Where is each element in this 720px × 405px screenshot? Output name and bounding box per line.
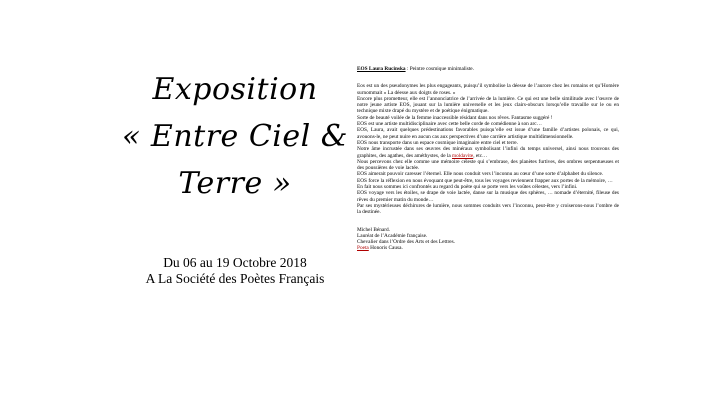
signature-line: Michel Bénard. [357,226,390,233]
paragraph: Encore plus prometteur, elle est l’annonciatrice de l’arrivée de la lumière. Ce qui est une belle similitude avec l’œuvre de notre jeune artiste EOS, jouant sur la lumière universelle et les jeux clairs-obscurs lorsqu’elle travaille sur le ou en technique mixte drapé du mystère et de poétique énigmatique. [357,95,619,115]
paragraph: EOS, Laura, avait quelques prédestinations favorables puisqu’elle est issue d’une famille d’artistes polonais, ce qui, avouons-le, ne peut nuire en aucun cas aux perspectives d’une carrière artistique multidimensionnelle. [357,127,619,140]
exhibition-info [100,255,370,287]
paragraph-text: Notre âme incrustée dans ses œuvres des minéraux symbolisant l’infini du temps universel, ainsi nous trouvons des graphites, des agathes, des améthystes, de la [357,146,619,159]
paragraph: EOS est une artiste multidisciplinaire avec cette belle corde de comédienne à son arc… [357,121,542,128]
artist-description [357,66,619,252]
signature-line: Chevalier dans l’Ordre des Arts et des Lettres. [357,239,455,246]
artist-heading-rest: : Peintre cosmique minimaliste. [405,66,474,72]
title-line: Exposition [152,72,318,107]
signature-text: Honoris Causa. [368,245,403,252]
poeta-link[interactable]: Poeta [357,245,369,252]
paragraph: Nous percevons chez elle comme une mémoire céleste qui s’embrase, des planètes furtives, des ombres serpentueuses et des poussières de voie lactée. [357,158,619,172]
exhibition-title [100,66,370,207]
paragraph: En fait nous sommes ici confrontés au regard du poète qui se porte vers les voûtes célestes, vers l’infini. [357,184,578,191]
exhibition-venue: A La Société des Poètes Français [145,271,325,286]
title-line: Terre » [178,166,292,201]
paragraph: EOS aimerait pouvoir caresser l’éternel. Elle nous conduit vers l’inconnu au cœur d’une sorte d’alphabet du silence. [357,171,604,178]
artist-name: EOS Laura Rucinska [357,66,406,72]
signature-line [357,245,619,251]
moldavite-link[interactable]: moldavite [452,152,474,159]
paragraph [357,146,619,159]
paragraph: Sorte de beauté voilée de la femme inaccessible résidant dans nos rêves. Fantasme suggéré ! [357,114,553,121]
exhibition-dates: Du 06 au 19 Octobre 2018 [163,255,307,270]
paragraph: EOS nous transporte dans un espace cosmique imaginaire entre ciel et terre. [357,139,518,146]
title-line: « Entre Ciel & [122,119,348,154]
paragraph-text: , etc… [473,152,488,159]
artist-heading [357,66,619,72]
paragraph: Par ses mystérieuses déchirures de lumière, nous sommes conduits vers l’inconnu, peut-être y croiserons-nous l’ombre de la destinée. [357,202,619,216]
paragraph: EOS voyage vers les étoiles, se drape de voie lactée, danse sur la musique des sphères, … nomade d’éternité, fileuse des rêves du premier matin du monde… [357,190,619,203]
signature-line: Lauréat de l’Académie française. [357,232,428,239]
paragraph: EOS force la réflexion en nous évoquant que peut-être, tous les voyages reviennent frapper aux portes de la mémoire, … [357,177,613,184]
paragraph: Eos est un des pseudonymes les plus engageants, puisqu’il symbolise la déesse de l’aurore chez les romains et qu’Homère surnommait « La déesse aux doigts de roses. » [357,83,619,96]
spacer [357,216,619,227]
